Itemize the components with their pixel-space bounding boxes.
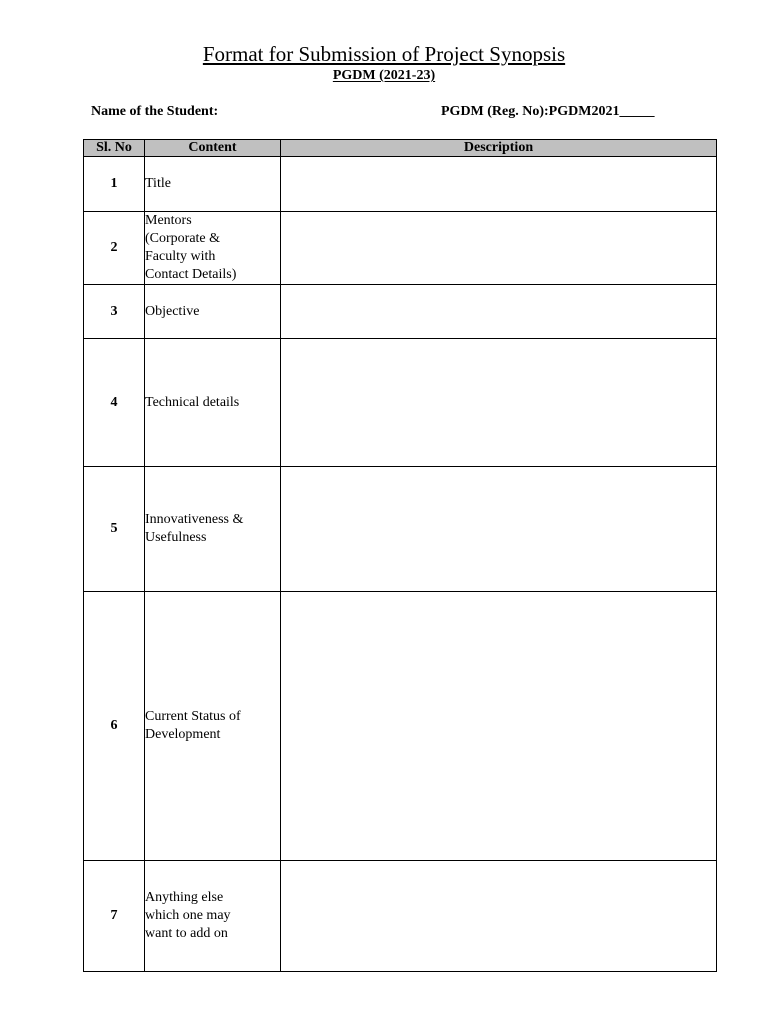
row-number: 7 [84, 861, 145, 972]
header-description: Description [281, 140, 717, 157]
row-description [281, 861, 717, 972]
row-description [281, 212, 717, 285]
table-row [84, 592, 717, 861]
row-number: 2 [84, 212, 145, 285]
reg-no-label: PGDM (Reg. No):PGDM2021_____ [441, 104, 655, 119]
table-row [84, 212, 717, 285]
row-content: Objective [145, 285, 281, 339]
row-number: 5 [84, 467, 145, 592]
row-description [281, 285, 717, 339]
row-content: Innovativeness & Usefulness [145, 467, 281, 592]
row-content: Current Status of Development [145, 592, 281, 861]
document-title: Format for Submission of Project Synopsis [202, 42, 566, 66]
row-description [281, 592, 717, 861]
row-content: Mentors (Corporate & Faculty with Contact Details) [145, 212, 281, 285]
row-content: Anything else which one may want to add on [145, 861, 281, 972]
document-subtitle: PGDM (2021-23) [332, 68, 436, 83]
row-description [281, 339, 717, 467]
row-content: Technical details [145, 339, 281, 467]
table-row [84, 861, 717, 972]
row-description [281, 467, 717, 592]
row-number: 1 [84, 157, 145, 212]
row-number: 6 [84, 592, 145, 861]
table-row [84, 285, 717, 339]
table-row [84, 157, 717, 212]
row-content: Title [145, 157, 281, 212]
row-number: 3 [84, 285, 145, 339]
row-description [281, 157, 717, 212]
header-sl-no: Sl. No [84, 140, 145, 157]
student-name-label: Name of the Student: [91, 104, 219, 119]
table-row [84, 467, 717, 592]
header-content: Content [145, 140, 281, 157]
synopsis-table [83, 139, 717, 972]
table-row [84, 339, 717, 467]
row-number: 4 [84, 339, 145, 467]
table-header-row [84, 140, 717, 157]
